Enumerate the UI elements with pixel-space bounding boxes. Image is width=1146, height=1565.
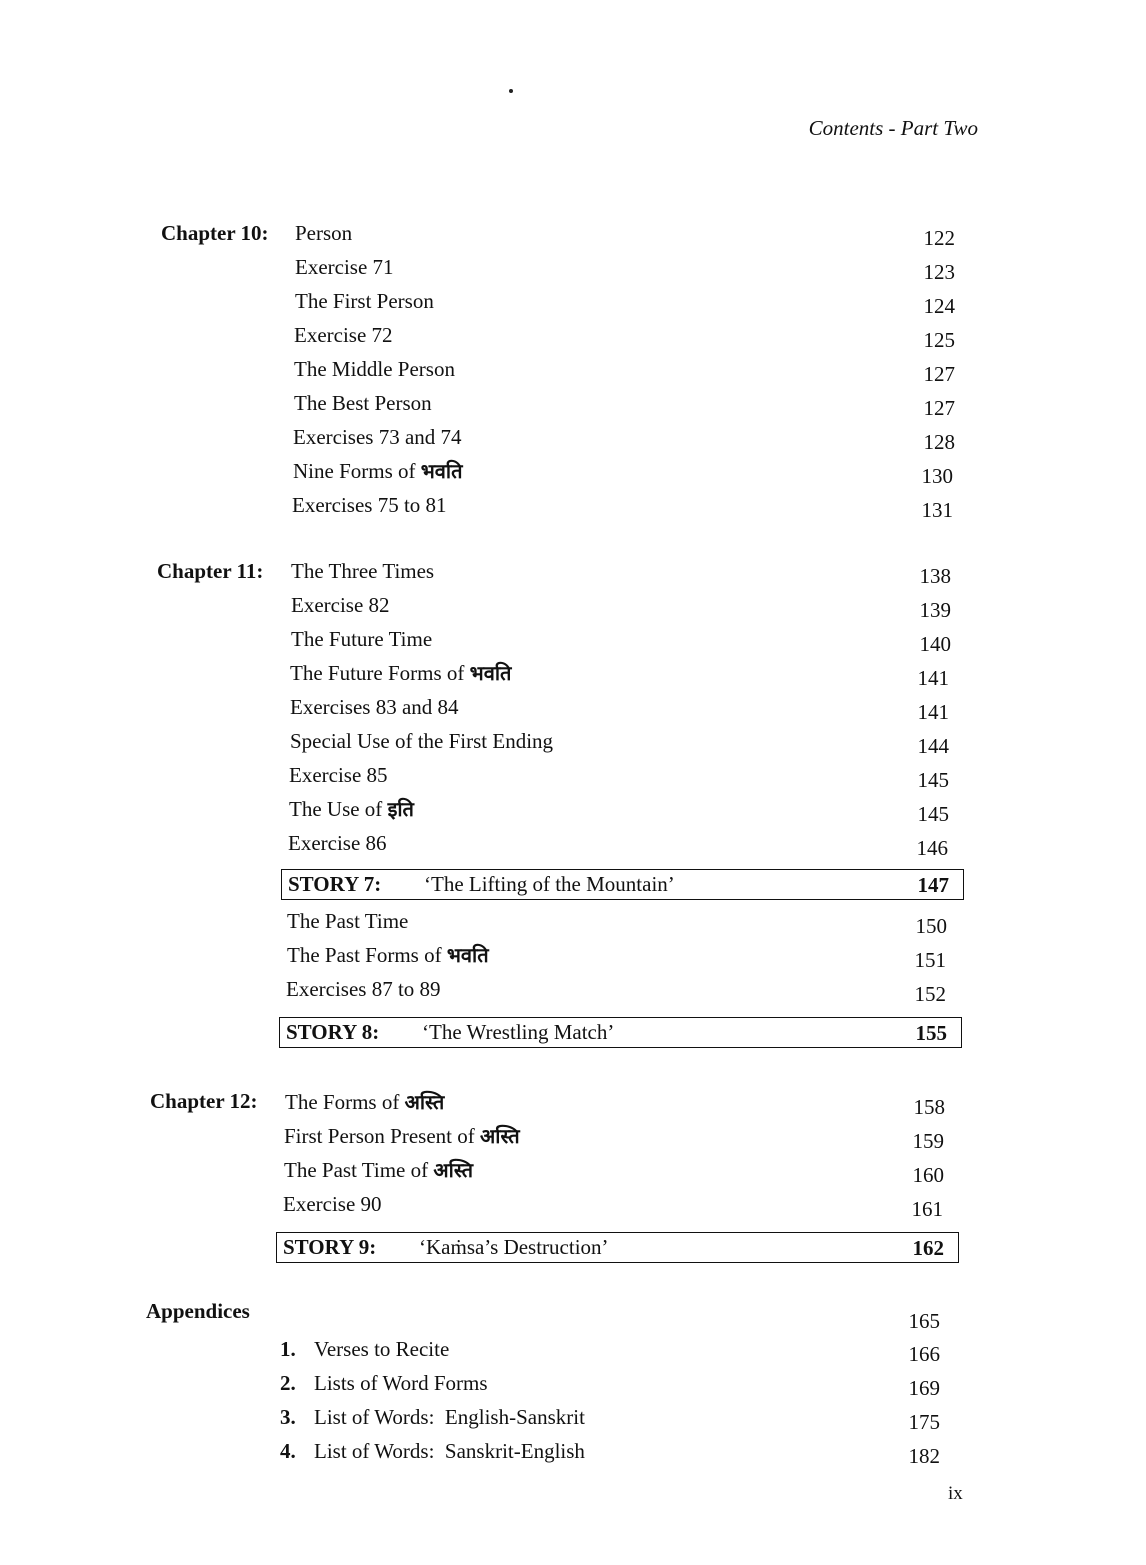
- entry-title: The Future Time: [291, 627, 433, 651]
- running-head: Contents - Part Two: [808, 116, 978, 140]
- entry-title: The Three Times: [291, 559, 435, 583]
- entry-page: 128: [923, 430, 955, 454]
- toc-entry: [286, 974, 948, 1004]
- entry-title: Exercise 82: [291, 593, 390, 617]
- entry-page: 169: [908, 1376, 940, 1400]
- appendix-item: [280, 1402, 942, 1432]
- story-label: STORY 9:: [283, 1235, 377, 1259]
- chapter-12-label: Chapter 12:: [150, 1089, 258, 1113]
- sanskrit-word: भवति: [469, 661, 512, 685]
- entry-title: Exercises 75 to 81: [292, 493, 447, 517]
- toc-entry: [284, 1155, 946, 1185]
- appendices-heading: Appendices: [146, 1299, 250, 1323]
- story-title: ‘The Lifting of the Mountain’: [424, 872, 675, 896]
- story-page: 147: [917, 873, 949, 897]
- sanskrit-word: भवति: [446, 943, 489, 967]
- entry-title: Special Use of the First Ending: [290, 729, 554, 753]
- entry-page: 161: [911, 1197, 943, 1221]
- toc-entry: [294, 320, 956, 350]
- speck: [509, 89, 513, 93]
- entry-title: The First Person: [295, 289, 434, 313]
- appendix-item: [280, 1334, 942, 1364]
- entry-page: 127: [923, 396, 955, 420]
- appendix-number: 1.: [280, 1337, 296, 1361]
- entry-title: The Use of इति: [289, 797, 414, 821]
- story-box: [281, 869, 964, 900]
- entry-page: 175: [908, 1410, 940, 1434]
- entry-title: Exercises 87 to 89: [286, 977, 441, 1001]
- story-page: 155: [915, 1021, 947, 1045]
- chapter-10-label: Chapter 10:: [161, 221, 269, 245]
- sanskrit-word: अस्ति: [404, 1090, 445, 1114]
- sanskrit-word: अस्ति: [480, 1124, 520, 1148]
- chapter-11-label: Chapter 11:: [157, 559, 264, 583]
- entry-title: The Future Forms of भवति: [290, 661, 512, 685]
- entry-title: Exercise 85: [289, 763, 388, 787]
- entry-page: 140: [919, 632, 951, 656]
- entry-title: Nine Forms of भवति: [293, 459, 463, 483]
- entry-page: 160: [912, 1163, 944, 1187]
- story-box: [276, 1232, 959, 1263]
- entry-title: The Past Forms of भवति: [287, 943, 489, 967]
- toc-entry: [293, 422, 955, 452]
- entry-page: 145: [917, 802, 949, 826]
- entry-title: Exercise 72: [294, 323, 393, 347]
- entry-page: 145: [917, 768, 949, 792]
- entry-page: 125: [923, 328, 955, 352]
- entry-page: 130: [921, 464, 953, 488]
- toc-entry: [292, 490, 954, 520]
- entry-title: Exercises 73 and 74: [293, 425, 462, 449]
- entry-page: 144: [917, 734, 949, 758]
- entry-page: 166: [908, 1342, 940, 1366]
- entry-title: Exercise 90: [283, 1192, 382, 1216]
- toc-entry: [289, 760, 951, 790]
- entry-page: 152: [914, 982, 946, 1006]
- entry-title: First Person Present of अस्ति: [284, 1124, 520, 1148]
- entry-page: 158: [913, 1095, 945, 1119]
- entry-page: 131: [921, 498, 953, 522]
- entry-title: The Past Time of अस्ति: [284, 1158, 473, 1182]
- toc-entry: [294, 354, 956, 384]
- sanskrit-word: अस्ति: [433, 1158, 473, 1182]
- entry-title: The Best Person: [294, 391, 432, 415]
- appendix-title: Lists of Word Forms: [314, 1371, 488, 1395]
- entry-page: 138: [919, 564, 951, 588]
- story-title: ‘The Wrestling Match’: [422, 1020, 615, 1044]
- toc-entry: [290, 692, 952, 722]
- entry-page: 141: [917, 700, 949, 724]
- toc-entry: [283, 1189, 945, 1219]
- appendix-number: 4.: [280, 1439, 296, 1463]
- story-title: ‘Kaṁsa’s Destruction’: [419, 1235, 609, 1259]
- toc-entry: [287, 906, 949, 936]
- appendix-title: List of Words: English-Sanskrit: [314, 1405, 585, 1429]
- entry-page: 139: [919, 598, 951, 622]
- toc-entry: [290, 658, 952, 688]
- appendix-number: 2.: [280, 1371, 296, 1395]
- toc-entry: [291, 590, 953, 620]
- entry-title: Exercise 86: [288, 831, 387, 855]
- sanskrit-word: इति: [387, 797, 414, 821]
- toc-entry: [289, 794, 951, 824]
- sanskrit-word: भवति: [420, 459, 463, 483]
- toc-entry: [295, 252, 957, 282]
- story-page: 162: [912, 1236, 944, 1260]
- entry-title: The Forms of अस्ति: [285, 1090, 445, 1114]
- page-number: ix: [948, 1483, 963, 1504]
- entry-page: 123: [923, 260, 955, 284]
- entry-title: The Middle Person: [294, 357, 455, 381]
- entry-page: 151: [914, 948, 946, 972]
- story-box: [279, 1017, 962, 1048]
- appendix-item: [280, 1368, 942, 1398]
- entry-page: 127: [923, 362, 955, 386]
- entry-page: 124: [923, 294, 955, 318]
- appendix-number: 3.: [280, 1405, 296, 1429]
- entry-page: 146: [916, 836, 948, 860]
- entry-page: 141: [917, 666, 949, 690]
- entry-title: Exercise 71: [295, 255, 394, 279]
- appendix-title: Verses to Recite: [314, 1337, 450, 1361]
- story-label: STORY 7:: [288, 872, 382, 896]
- toc-entry: [291, 556, 953, 586]
- toc-entry: [285, 1087, 947, 1117]
- toc-entry: [293, 456, 955, 486]
- toc-entry: [294, 388, 956, 418]
- entry-title: Exercises 83 and 84: [290, 695, 459, 719]
- appendix-title: List of Words: Sanskrit-English: [314, 1439, 585, 1463]
- toc-entry: [288, 828, 950, 858]
- entry-title: The Past Time: [287, 909, 409, 933]
- entry-page: 182: [908, 1444, 940, 1468]
- entry-page: 159: [912, 1129, 944, 1153]
- toc-entry: [284, 1121, 946, 1151]
- appendices-page: 165: [908, 1309, 940, 1333]
- toc-entry: [290, 726, 952, 756]
- appendix-item: [280, 1436, 942, 1466]
- entry-title: Person: [295, 221, 353, 245]
- toc-entry: [291, 624, 953, 654]
- toc-entry: [295, 218, 957, 248]
- toc-entry: [295, 286, 957, 316]
- entry-page: 122: [923, 226, 955, 250]
- story-label: STORY 8:: [286, 1020, 380, 1044]
- entry-page: 150: [915, 914, 947, 938]
- toc-entry: [287, 940, 949, 970]
